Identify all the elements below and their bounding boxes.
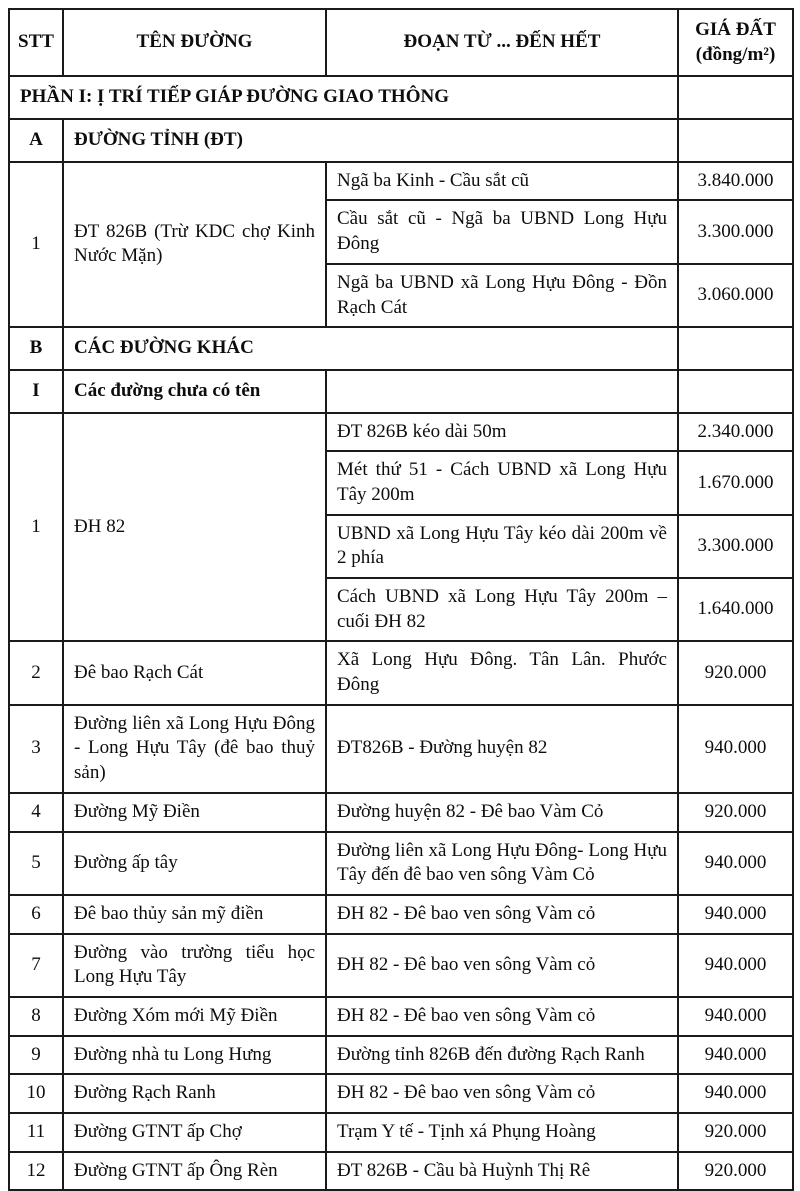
road-row xyxy=(9,641,793,704)
stt-cell: 1 xyxy=(9,162,63,327)
road-name-cell: Đường vào trường tiểu học Long Hựu Tây xyxy=(63,934,326,997)
road-name-cell: Đường GTNT ấp Ông Rèn xyxy=(63,1152,326,1191)
road-row xyxy=(9,1074,793,1113)
segment-cell: ĐH 82 - Đê bao ven sông Vàm cỏ xyxy=(326,1074,678,1113)
road-name-cell: Đường nhà tu Long Hưng xyxy=(63,1036,326,1075)
segment-cell: Ngã ba UBND xã Long Hựu Đông - Đồn Rạch Cát xyxy=(326,264,678,327)
price-cell: 3.060.000 xyxy=(678,264,793,327)
road-name-cell: Đường GTNT ấp Chợ xyxy=(63,1113,326,1152)
road-name-cell: Đường Rạch Ranh xyxy=(63,1074,326,1113)
segment-cell: ĐH 82 - Đê bao ven sông Vàm cỏ xyxy=(326,997,678,1036)
road-row xyxy=(9,793,793,832)
price-cell: 3.840.000 xyxy=(678,162,793,201)
stt-cell: 2 xyxy=(9,641,63,704)
segment-cell: Xã Long Hựu Đông. Tân Lân. Phước Đông xyxy=(326,641,678,704)
stt-cell: 5 xyxy=(9,832,63,895)
group-label: CÁC ĐƯỜNG KHÁC xyxy=(63,327,678,370)
road-name-cell: Các đường chưa có tên xyxy=(63,370,326,413)
road-row xyxy=(9,1036,793,1075)
road-row xyxy=(9,934,793,997)
col-header-price: GIÁ ĐẤT (đồng/m²) xyxy=(678,9,793,76)
segment-cell: Đường huyện 82 - Đê bao Vàm Cỏ xyxy=(326,793,678,832)
table-header-row xyxy=(9,9,793,76)
stt-cell: A xyxy=(9,119,63,162)
stt-cell: 8 xyxy=(9,997,63,1036)
segment-cell: ĐH 82 - Đê bao ven sông Vàm cỏ xyxy=(326,895,678,934)
price-cell: 3.300.000 xyxy=(678,515,793,578)
stt-cell: 3 xyxy=(9,705,63,793)
price-cell: 940.000 xyxy=(678,895,793,934)
stt-cell: 12 xyxy=(9,1152,63,1191)
stt-cell: 9 xyxy=(9,1036,63,1075)
segment-cell: Cách UBND xã Long Hựu Tây 200m – cuối ĐH 82 xyxy=(326,578,678,641)
price-cell: 920.000 xyxy=(678,641,793,704)
segment-cell: UBND xã Long Hựu Tây kéo dài 200m về 2 phía xyxy=(326,515,678,578)
price-cell: 940.000 xyxy=(678,832,793,895)
segment-cell: Mét thứ 51 - Cách UBND xã Long Hựu Tây 200m xyxy=(326,451,678,514)
col-header-stt: STT xyxy=(9,9,63,76)
group-row xyxy=(9,327,793,370)
segment-cell: Ngã ba Kinh - Cầu sắt cũ xyxy=(326,162,678,201)
stt-cell: I xyxy=(9,370,63,413)
col-header-segment: ĐOẠN TỪ ... ĐẾN HẾT xyxy=(326,9,678,76)
road-row xyxy=(9,1152,793,1191)
stt-cell: 10 xyxy=(9,1074,63,1113)
road-name-cell: Đê bao Rạch Cát xyxy=(63,641,326,704)
segment-cell: Đường tỉnh 826B đến đường Rạch Ranh xyxy=(326,1036,678,1075)
price-cell: 940.000 xyxy=(678,997,793,1036)
segment-cell: ĐT 826B kéo dài 50m xyxy=(326,413,678,452)
road-name-cell: Đường liên xã Long Hựu Đông - Long Hựu Tây (đê bao thuỷ sản) xyxy=(63,705,326,793)
road-row xyxy=(9,1113,793,1152)
road-row xyxy=(9,832,793,895)
stt-cell: 1 xyxy=(9,413,63,642)
col-header-road-name: TÊN ĐƯỜNG xyxy=(63,9,326,76)
price-cell xyxy=(678,370,793,413)
stt-cell: 6 xyxy=(9,895,63,934)
road-name-cell: Đường ấp tây xyxy=(63,832,326,895)
stt-cell: B xyxy=(9,327,63,370)
price-cell: 940.000 xyxy=(678,934,793,997)
price-cell: 920.000 xyxy=(678,793,793,832)
price-cell: 920.000 xyxy=(678,1152,793,1191)
segment-cell xyxy=(326,370,678,413)
price-cell: 920.000 xyxy=(678,1113,793,1152)
segment-cell: Trạm Y tế - Tịnh xá Phụng Hoàng xyxy=(326,1113,678,1152)
road-row xyxy=(9,705,793,793)
group-label: ĐƯỜNG TỈNH (ĐT) xyxy=(63,119,678,162)
segment-cell: Cầu sắt cũ - Ngã ba UBND Long Hựu Đông xyxy=(326,200,678,263)
stt-cell: 11 xyxy=(9,1113,63,1152)
road-name-cell: ĐH 82 xyxy=(63,413,326,642)
subgroup-row xyxy=(9,370,793,413)
road-name-cell: Đường Xóm mới Mỹ Điền xyxy=(63,997,326,1036)
section-row xyxy=(9,76,793,119)
road-segment-row xyxy=(9,162,793,201)
price-cell: 1.670.000 xyxy=(678,451,793,514)
road-segment-row xyxy=(9,413,793,452)
price-cell xyxy=(678,327,793,370)
price-cell: 940.000 xyxy=(678,1036,793,1075)
price-cell: 3.300.000 xyxy=(678,200,793,263)
price-cell: 2.340.000 xyxy=(678,413,793,452)
group-row xyxy=(9,119,793,162)
stt-cell: 4 xyxy=(9,793,63,832)
section-label: PHẦN I: Ị TRÍ TIẾP GIÁP ĐƯỜNG GIAO THÔNG xyxy=(9,76,678,119)
land-price-table xyxy=(8,8,794,1191)
stt-cell: 7 xyxy=(9,934,63,997)
price-cell: 940.000 xyxy=(678,1074,793,1113)
road-row xyxy=(9,997,793,1036)
segment-cell: ĐT 826B - Cầu bà Huỳnh Thị Rê xyxy=(326,1152,678,1191)
road-name-cell: Đê bao thủy sản mỹ điền xyxy=(63,895,326,934)
segment-cell: Đường liên xã Long Hựu Đông- Long Hựu Tây đến đê bao ven sông Vàm Cỏ xyxy=(326,832,678,895)
price-cell xyxy=(678,76,793,119)
segment-cell: ĐH 82 - Đê bao ven sông Vàm cỏ xyxy=(326,934,678,997)
price-cell: 1.640.000 xyxy=(678,578,793,641)
road-name-cell: Đường Mỹ Điền xyxy=(63,793,326,832)
price-cell xyxy=(678,119,793,162)
road-name-cell: ĐT 826B (Trừ KDC chợ Kinh Nước Mặn) xyxy=(63,162,326,327)
segment-cell: ĐT826B - Đường huyện 82 xyxy=(326,705,678,793)
price-cell: 940.000 xyxy=(678,705,793,793)
road-row xyxy=(9,895,793,934)
